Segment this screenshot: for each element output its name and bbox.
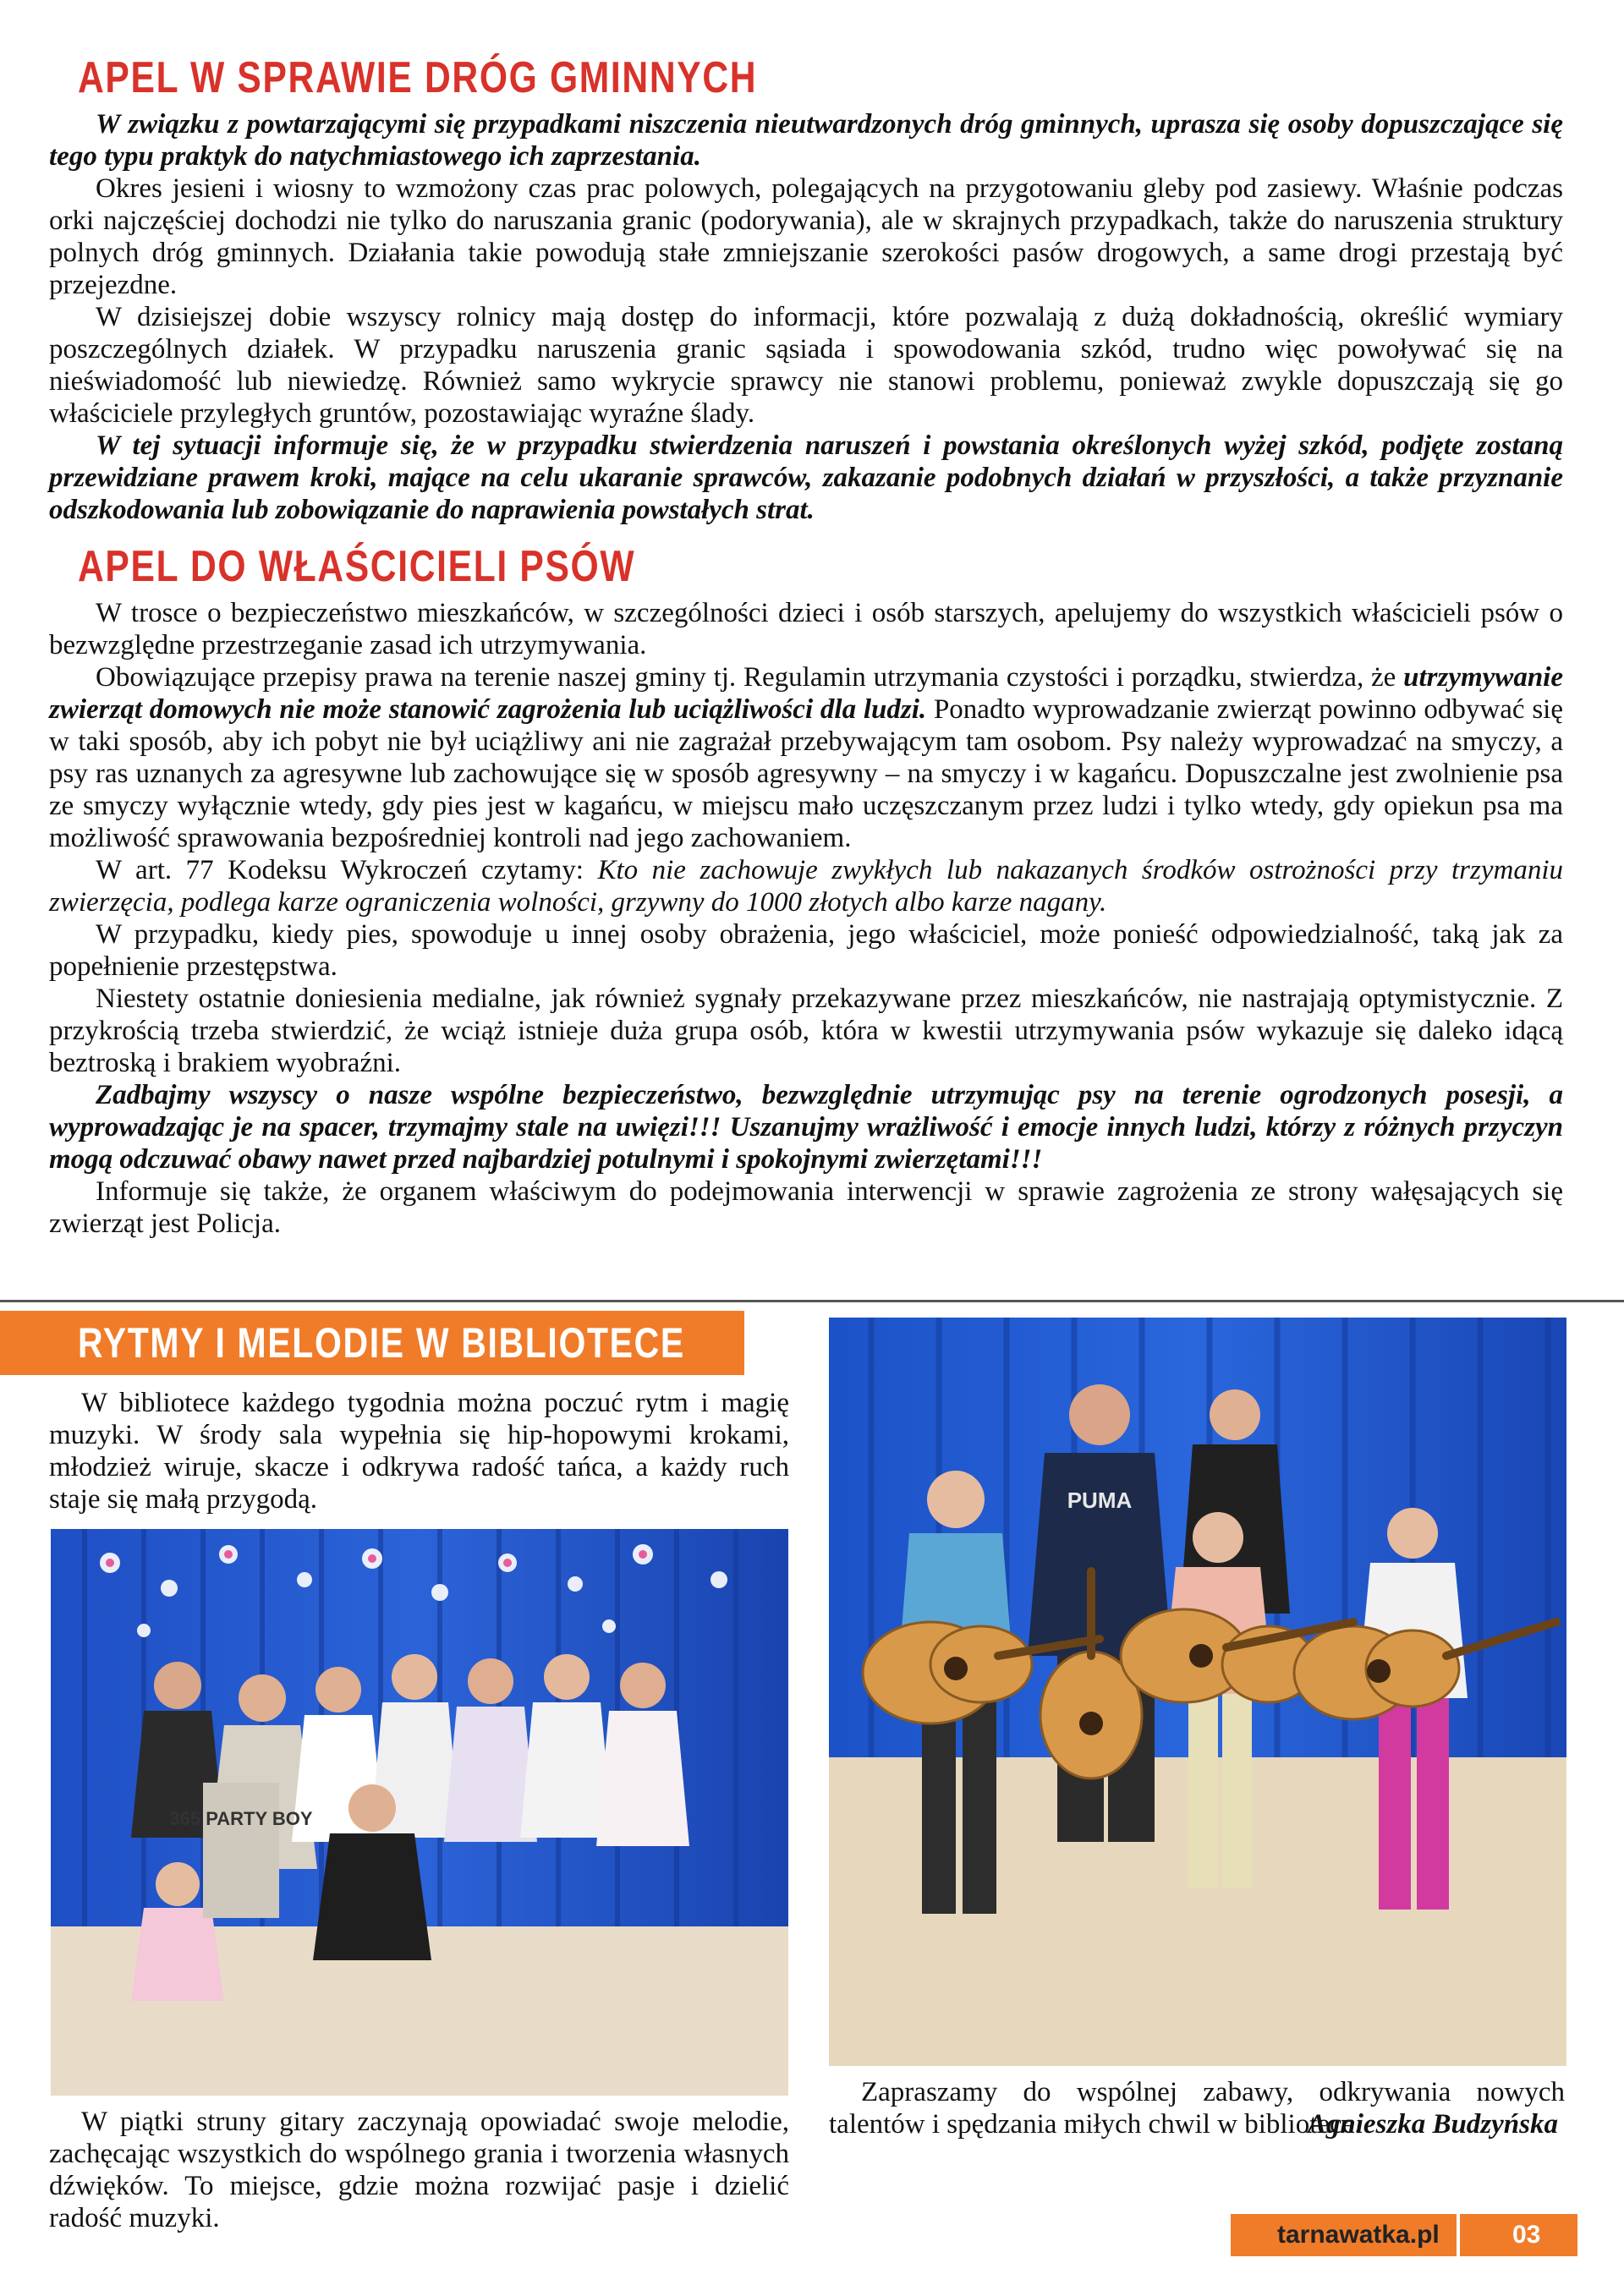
dogs-p3-law-quote: Kto nie zachowuje zwykłych lub nakazanych środków ostrożności przy trzymaniu zwierzęcia, podlega karze ograniczenia wolności, grzywny do 1000 złotych albo karze nagany.	[49, 855, 1564, 918]
dogs-paragraph-1: W trosce o bezpieczeństwo mieszkańców, w szczególności dzieci i osób starszych, apelujemy do wszystkich właścicieli psów o bezwzględne przestrzeganie zasad ich utrzymywania.	[49, 598, 1563, 660]
dogs-p2-part-a: Obowiązujące przepisy prawa na terenie naszej gminy tj. Regulamin utrzymania czystości i porządku, stwierdza, że	[96, 662, 1404, 693]
dogs-p3-part-a: W art. 77 Kodeksu Wykroczeń czytamy:	[96, 855, 598, 885]
section-divider	[0, 1300, 1624, 1302]
dogs-p2-part-c: Ponadto wyprowadzanie zwierząt powinno odbywać się w taki sposób, aby ich pobyt nie był uciążliwy ani nie zagrażał przebywającym tam osobom. Psy należy wyprowadzać na smyczy, a psy ras uznanych za agresywne lub zachowujące się w sposób agresywny – na smyczy i w kagańcu. Dopuszczalne jest zwolnienie psa ze smyczy wyłącznie wtedy, gdy pies jest w kagańcu, w miejscu mało uczęszczanym przez ludzi i tylko wtedy, gdy opiekun psa ma możliwość sprawowania bezpośredniej kontroli nad jego zachowaniem.	[49, 694, 1563, 853]
library-paragraph-2: W piątki struny gitary zaczynają opowiadać swoje melodie, zachęcając wszystkich do wspólnego grania i tworzenia własnych dźwięków. To miejsce, gdzie można rozwijać pasje i dzielić radość muzyki.	[49, 2107, 789, 2233]
article-author: Agnieszka Budzyńska	[1307, 2109, 1558, 2140]
library-outro-text	[49, 2106, 789, 2234]
dance-group-photo	[51, 1529, 788, 2096]
section-dogs-body	[49, 597, 1563, 1240]
dogs-paragraph-5: Niestety ostatnie doniesienia medialne, jak również sygnały przekazywane przez mieszkańców, nie nastrajają optymistycznie. Z przykrością trzeba stwierdzić, że wciąż istnieje duża grupa osób, która w kwestii utrzymywania psów wykazuje się daleko idącą beztroską i brakiem wyobraźni.	[49, 984, 1563, 1078]
dogs-paragraph-4: W przypadku, kiedy pies, spowoduje u innej osoby obrażenia, jego właściciel, może ponieść odpowiedzialność, taką jak za popełnienie przestępstwa.	[49, 919, 1563, 982]
roads-warning-paragraph: W tej sytuacji informuje się, że w przypadku stwierdzenia naruszeń i powstania określonych wyżej szkód, podjęte zostaną przewidziane prawem kroki, mające na celu ukaranie sprawców, zakazanie podobnych działań w przyszłości, a także przyznanie odszkodowania lub zobowiązanie do naprawienia powstałych strat.	[49, 430, 1563, 525]
dogs-paragraph-7: Informuje się także, że organem właściwym do podejmowania interwencji w sprawie zagrożenia ze strony wałęsających się zwierząt jest Policja.	[49, 1176, 1563, 1239]
party-boy-shirt-text: 365 PARTY BOY	[169, 1808, 313, 1829]
section-title-roads: APEL W SPRAWIE DRÓG GMINNYCH	[78, 53, 758, 102]
library-intro-text	[49, 1387, 789, 1515]
footer-website: tarnawatka.pl	[1277, 2221, 1440, 2249]
page-number: 03	[1512, 2221, 1541, 2249]
dogs-p2-emphasis: utrzymywanie zwierząt domowych nie może stanowić zagrożenia lub uciążliwości dla ludzi.	[49, 662, 1563, 725]
roads-lead-paragraph: W związku z powtarzającymi się przypadkami niszczenia nieutwardzonych dróg gminnych, uprasza się osoby dopuszczające się tego typu praktyk do natychmiastowego ich zaprzestania.	[49, 109, 1563, 172]
dogs-paragraph-3	[49, 854, 1563, 918]
puma-shirt-text: PUMA	[1067, 1488, 1133, 1513]
roads-paragraph-2: Okres jesieni i wiosny to wzmożony czas prac polowych, polegających na przygotowaniu gleby pod zasiewy. Właśnie podczas orki najczęściej dochodzi nie tylko do naruszania granic (podorywania), ale w skrajnych przypadkach, także do naruszenia struktury polnych dróg gminnych. Działania takie powodują stałe zmniejszanie szerokości pasów drogowych, a same drogi przestają być przejezdne.	[49, 173, 1563, 300]
guitar-group-photo	[829, 1318, 1566, 2066]
dogs-appeal-paragraph: Zadbajmy wszyscy o nasze wspólne bezpieczeństwo, bezwzględnie utrzymując psy na terenie ogrodzonych posesji, a wyprowadzając je na spacer, trzymajmy stale na uwięzi!!! Uszanujmy wrażliwość i emocje innych ludzi, którzy z różnych przyczyn mogą odczuwać obawy nawet przed najbardziej potulnymi i spokojnymi zwierzętami!!!	[49, 1080, 1563, 1175]
roads-paragraph-3: W dzisiejszej dobie wszyscy rolnicy mają dostęp do informacji, które pozwalają z dużą dokładnością, określić wymiary poszczególnych działek. W przypadku naruszenia granic sąsiada i spowodowania szkód, trudno więc powoływać się na nieświadomość lub niewiedzę. Również samo wykrycie sprawcy nie stanowi problemu, ponieważ zwykle dopuszczają się go właściciele przyległych gruntów, pozostawiając wyraźne ślady.	[49, 302, 1563, 429]
dogs-paragraph-2	[49, 661, 1563, 854]
section-title-library: RYTMY I MELODIE W BIBLIOTECE	[78, 1319, 685, 1367]
section-title-dogs: APEL DO WŁAŚCICIELI PSÓW	[78, 542, 636, 591]
caption-text: Zapraszamy do wspólnej zabawy, odkrywania nowych talentów i spędzania miłych chwil w bibliotece.	[829, 2077, 1565, 2140]
library-paragraph-1: W bibliotece każdego tygodnia można poczuć rytm i magię muzyki. W środy sala wypełnia się hip-hopowymi krokami, młodzież wiruje, skacze i odkrywa radość tańca, a każdy ruch staje się małą przygodą.	[49, 1388, 789, 1515]
section-roads-body	[49, 108, 1563, 526]
footer-separator	[1457, 2214, 1460, 2256]
